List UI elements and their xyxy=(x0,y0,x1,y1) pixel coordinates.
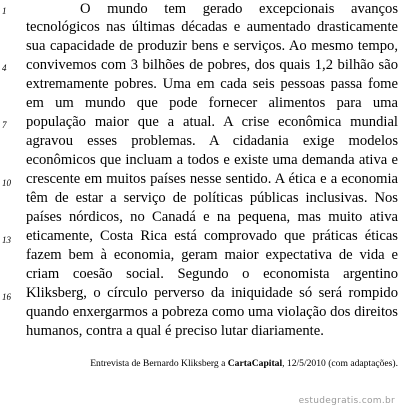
passage-line-2: tecnológicos nas últimas décadas e aumentado drasticamente xyxy=(26,19,398,35)
site-watermark: estudegratis.com.br xyxy=(298,396,395,406)
passage-line-18: humanos, contra a qual é preciso lutar diariamente. xyxy=(26,323,324,339)
passage-line-9: econômicos que incluam a todos e existe uma demanda ativa e xyxy=(26,152,398,168)
passage-line-1: O mundo tem gerado excepcionais avanços xyxy=(80,1,398,17)
passage-line-3: sua capacidade de produzir bens e serviços. Ao mesmo tempo, xyxy=(26,38,398,54)
passage-line-8: agravou esses problemas. A cidadania exige modelos xyxy=(26,133,398,149)
passage-line-10: crescente em muitos países nesse sentido. A ética e a economia xyxy=(26,171,398,187)
passage-line-12: países nórdicos, no Canadá e na pequena, mas muito ativa xyxy=(26,209,398,225)
passage-line-16: Kliksberg, o círculo perverso da iniquidade só será rompido xyxy=(26,285,398,301)
line-number-1: 1 xyxy=(2,6,7,16)
source-prefix: Entrevista de Bernardo Kliksberg a xyxy=(90,358,228,369)
passage-line-11: têm de estar a serviço de políticas públicas inclusivas. Nos xyxy=(26,190,398,206)
passage-line-14: fazem bem à economia, geram maior expectativa de vida e xyxy=(26,247,398,263)
passage-line-15: criam coesão social. Segundo o economista argentino xyxy=(26,266,398,282)
line-number-7: 7 xyxy=(2,120,7,130)
passage-line-4: convivemos com 3 bilhões de pobres, dos quais 1,2 bilhão são xyxy=(26,57,398,73)
source-publication: CartaCapital xyxy=(227,358,283,369)
passage-line-5: extremamente pobres. Uma em cada seis pessoas passa fome xyxy=(26,76,398,92)
line-number-16: 16 xyxy=(2,292,11,302)
line-number-10: 10 xyxy=(2,178,11,188)
source-suffix: , 12/5/2010 (com adaptações). xyxy=(282,358,398,369)
passage-line-6: em um mundo que pode fornecer alimentos para uma xyxy=(26,95,398,111)
line-number-13: 13 xyxy=(2,235,11,245)
line-number-4: 4 xyxy=(2,63,7,73)
passage-line-13: eticamente, Costa Rica está comprovado que práticas éticas xyxy=(26,228,398,244)
source-citation xyxy=(90,358,398,370)
passage-line-17: quando enxergarmos a pobreza como uma violação dos direitos xyxy=(26,304,398,320)
passage-line-7: população maior que a atual. A crise econômica mundial xyxy=(26,114,398,130)
